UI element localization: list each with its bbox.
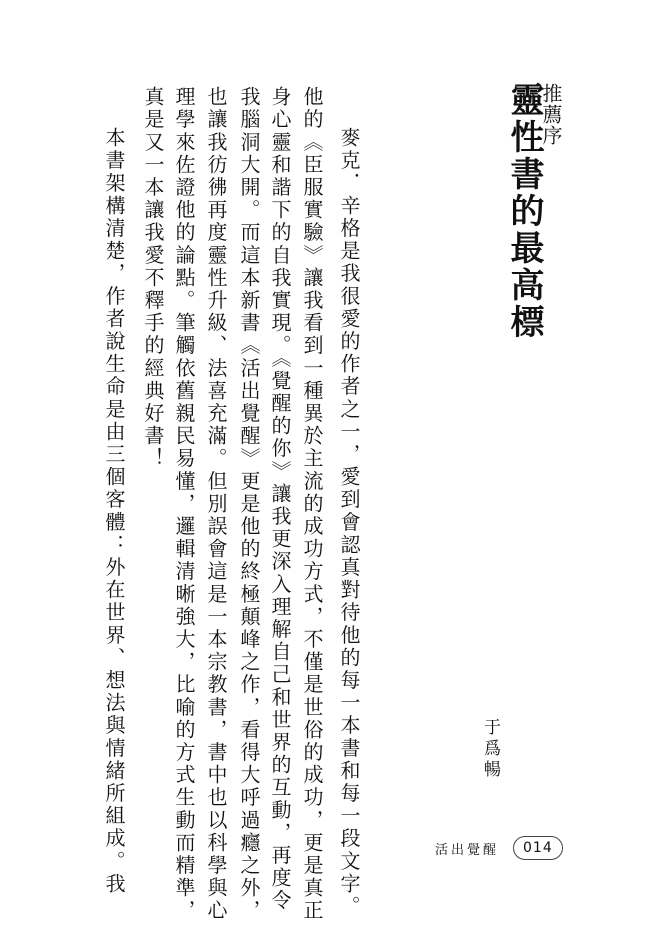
chapter-title: 靈性書的最高標 bbox=[504, 82, 544, 341]
body-line: 本書架構清楚，作者說生命是由三個客體：外在世界、想法與情緒所組成。我 bbox=[102, 127, 126, 896]
body-line: 理學來佐證他的論點。筆觸依舊親民易懂，邏輯清晰強大，比喻的方式生動而精準， bbox=[172, 86, 196, 923]
page-number-badge: 014 bbox=[513, 836, 563, 860]
body-line: 身心靈和諧下的自我實現。《覺醒的你》讓我更深入理解自己和世界的互動，再度令 bbox=[268, 86, 292, 913]
page-footer bbox=[435, 836, 563, 860]
body-line: 真是又一本讓我愛不釋手的經典好書！ bbox=[141, 86, 165, 471]
author-name: 于爲暢 bbox=[480, 718, 500, 781]
body-line: 他的《臣服實驗》讓我看到一種異於主流的成功方式，不僅是世俗的成功，更是真正 bbox=[300, 86, 324, 923]
body-line: 麥克．辛格是我很愛的作者之一，愛到會認真對待他的每一本書和每一段文字。 bbox=[337, 127, 361, 918]
section-label: 推薦序 bbox=[539, 83, 563, 146]
body-line: 也讓我彷彿再度靈性升級、法喜充滿。但別誤會這是一本宗教書，書中也以科學與心 bbox=[204, 86, 228, 923]
footer-book-title: 活出覺醒 bbox=[435, 842, 500, 858]
body-line: 我腦洞大開。而這本新書《活出覺醒》更是他的終極顛峰之作，看得大呼過癮之外， bbox=[237, 86, 261, 923]
